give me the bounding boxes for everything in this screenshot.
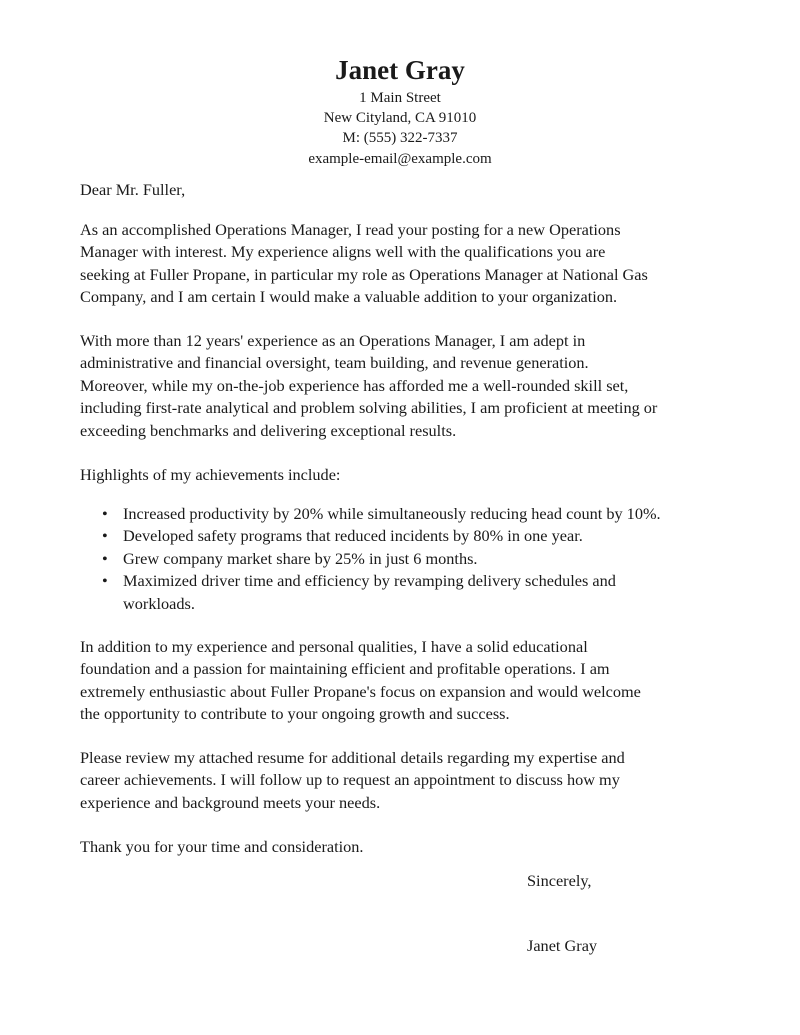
text-line: Maximized driver time and efficiency by revamping delivery schedules and [123, 571, 616, 591]
bullet-icon: • [102, 548, 108, 568]
text-line: administrative and financial oversight, team building, and revenue generation. [80, 353, 589, 373]
text-line: Grew company market share by 25% in just 6 months. [123, 548, 478, 568]
achievement-item [80, 570, 661, 615]
bullet-icon: • [102, 504, 108, 523]
paragraph-1 [80, 219, 648, 309]
sender-city: New Cityland, CA 91010 [323, 110, 477, 126]
thanks-line: Thank you for your time and consideration. [80, 837, 364, 856]
text-line: Developed safety programs that reduced incidents by 80% in one year. [123, 526, 583, 546]
highlights-intro: Highlights of my achievements include: [80, 465, 341, 484]
text-line: career achievements. I will follow up to request an appointment to discuss how my [80, 770, 620, 790]
closing: Sincerely, [527, 871, 592, 890]
text-line: workloads. [123, 593, 195, 613]
text-line: With more than 12 years' experience as an Operations Manager, I am adept in [80, 331, 586, 350]
salutation: Dear Mr. Fuller, [80, 180, 186, 199]
text-line: extremely enthusiastic about Fuller Propane's focus on expansion and would welcome [80, 681, 641, 701]
paragraph-3 [80, 636, 641, 726]
achievement-item [80, 548, 661, 570]
text-line: including first-rate analytical and problem solving abilities, I am proficient at meeting or [80, 398, 658, 418]
bullet-icon: • [102, 571, 108, 591]
sender-email: example-email@example.com [308, 151, 492, 167]
text-line: Company, and I am certain I would make a valuable addition to your organization. [80, 287, 618, 307]
text-line: As an accomplished Operations Manager, I read your posting for a new Operations [80, 220, 621, 239]
sender-name: Janet Gray [335, 55, 465, 85]
sender-phone: M: (555) 322-7337 [342, 130, 458, 146]
text-line: Manager with interest. My experience aligns well with the qualifications you are [80, 242, 606, 262]
text-line: the opportunity to contribute to your ongoing growth and success. [80, 704, 510, 724]
signature: Janet Gray [527, 936, 598, 955]
text-line: Increased productivity by 20% while simultaneously reducing head count by 10%. [123, 504, 661, 523]
text-line: experience and background meets your needs. [80, 792, 381, 812]
achievement-item [80, 525, 661, 547]
sender-street: 1 Main Street [359, 90, 441, 106]
text-line: Please review my attached resume for additional details regarding my expertise and [80, 748, 625, 767]
achievement-item [80, 503, 661, 525]
text-line: In addition to my experience and personal qualities, I have a solid educational [80, 637, 588, 656]
text-line: seeking at Fuller Propane, in particular my role as Operations Manager at National Gas [80, 264, 648, 284]
text-line: exceeding benchmarks and delivering exceptional results. [80, 420, 457, 440]
paragraph-2 [80, 330, 657, 442]
bullet-icon: • [102, 526, 108, 546]
text-line: foundation and a passion for maintaining efficient and profitable operations. I am [80, 659, 610, 679]
achievements-list [80, 503, 661, 615]
paragraph-4 [80, 747, 625, 814]
text-line: Moreover, while my on-the-job experience has afforded me a well-rounded skill set, [80, 375, 629, 395]
